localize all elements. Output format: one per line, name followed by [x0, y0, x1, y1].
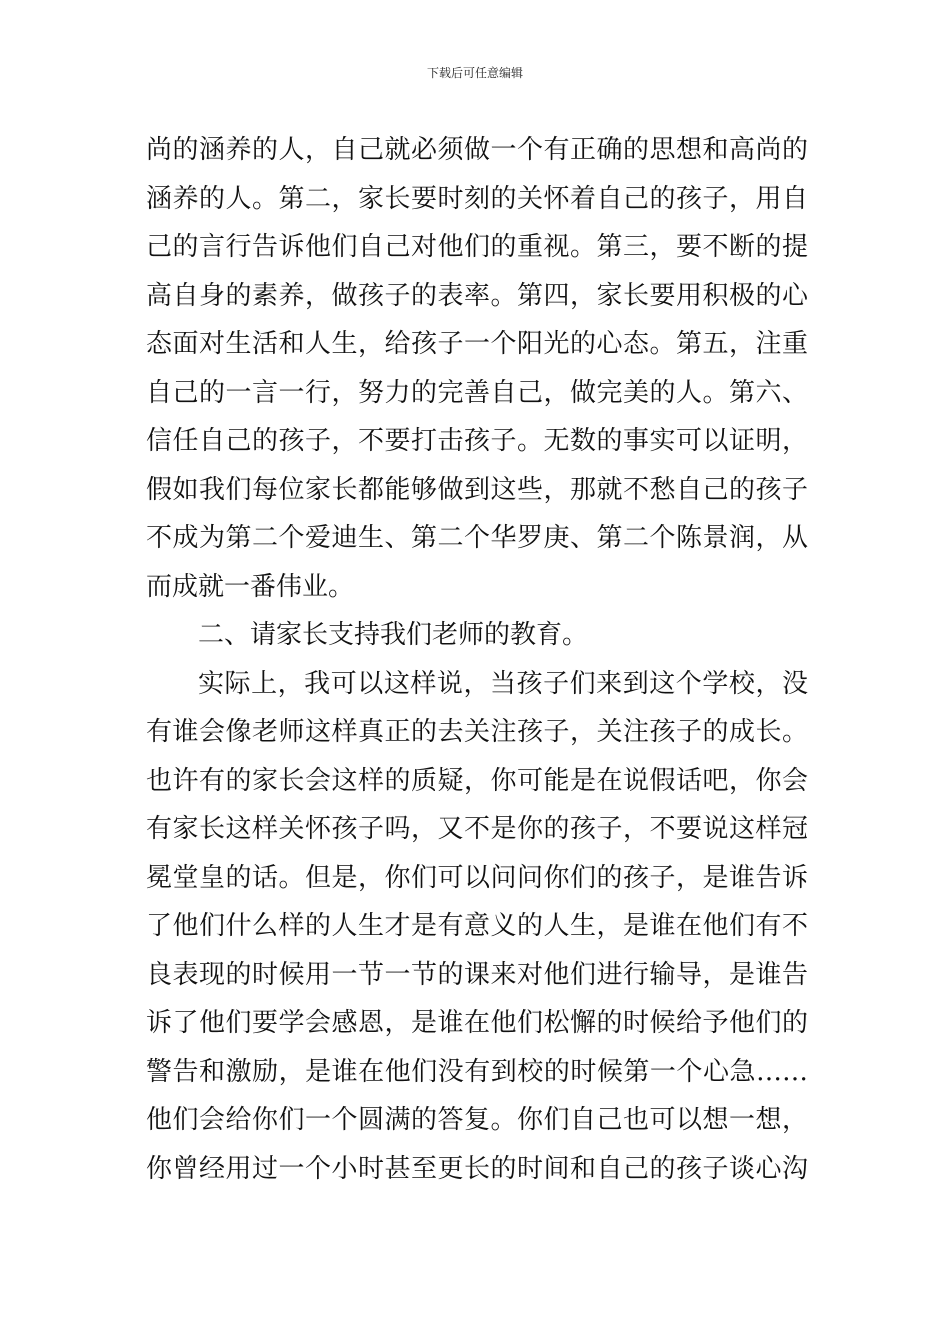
text-line: 良表现的时候用一节一节的课来对他们进行输导，是谁告	[146, 959, 808, 990]
text-line: 你曾经用过一个小时甚至更长的时间和自己的孩子谈心沟	[146, 1153, 808, 1184]
body-text	[146, 126, 808, 1193]
text-line: 有谁会像老师这样真正的去关注孩子，关注孩子的成长。	[146, 717, 808, 747]
text-line: 有家长这样关怀孩子吗，又不是你的孩子，不要说这样冠	[146, 814, 808, 844]
page-header: 下载后可任意编辑	[426, 66, 523, 80]
text-line: 态面对生活和人生，给孩子一个阳光的心态。第五，注重	[146, 329, 808, 359]
text-line: 信任自己的孩子，不要打击孩子。无数的事实可以证明，	[146, 426, 808, 456]
text-line: 自己的一言一行，努力的完善自己，做完美的人。第六、	[146, 377, 808, 408]
text-line: 尚的涵养的人，自己就必须做一个有正确的思想和高尚的	[146, 135, 808, 165]
text-line: 诉了他们要学会感恩，是谁在他们松懈的时候给予他们的	[146, 1008, 808, 1038]
text-line: 冕堂皇的话。但是，你们可以问问你们的孩子，是谁告诉	[146, 862, 808, 893]
text-line: 他们会给你们一个圆满的答复。你们自己也可以想一想，	[146, 1105, 808, 1135]
text-line: 己的言行告诉他们自己对他们的重视。第三，要不断的提	[146, 232, 808, 262]
section-heading: 二、请家长支持我们老师的教育。	[198, 620, 589, 650]
paragraph-first-line: 实际上，我可以这样说，当孩子们来到这个学校，没	[198, 668, 808, 699]
text-line: 涵养的人。第二，家长要时刻的关怀着自己的孩子，用自	[146, 183, 808, 214]
text-line: 而成就一番伟业。	[146, 571, 355, 602]
text-line: 也许有的家长会这样的质疑，你可能是在说假话吧，你会	[146, 765, 808, 796]
text-line: 警告和激励，是谁在他们没有到校的时候第一个心急……	[146, 1056, 808, 1087]
text-line: 高自身的素养，做孩子的表率。第四，家长要用积极的心	[146, 280, 808, 311]
text-line: 了他们什么样的人生才是有意义的人生，是谁在他们有不	[146, 911, 808, 941]
text-line: 假如我们每位家长都能够做到这些，那就不愁自己的孩子	[146, 474, 808, 505]
text-line: 不成为第二个爱迪生、第二个华罗庚、第二个陈景润，从	[146, 523, 808, 553]
